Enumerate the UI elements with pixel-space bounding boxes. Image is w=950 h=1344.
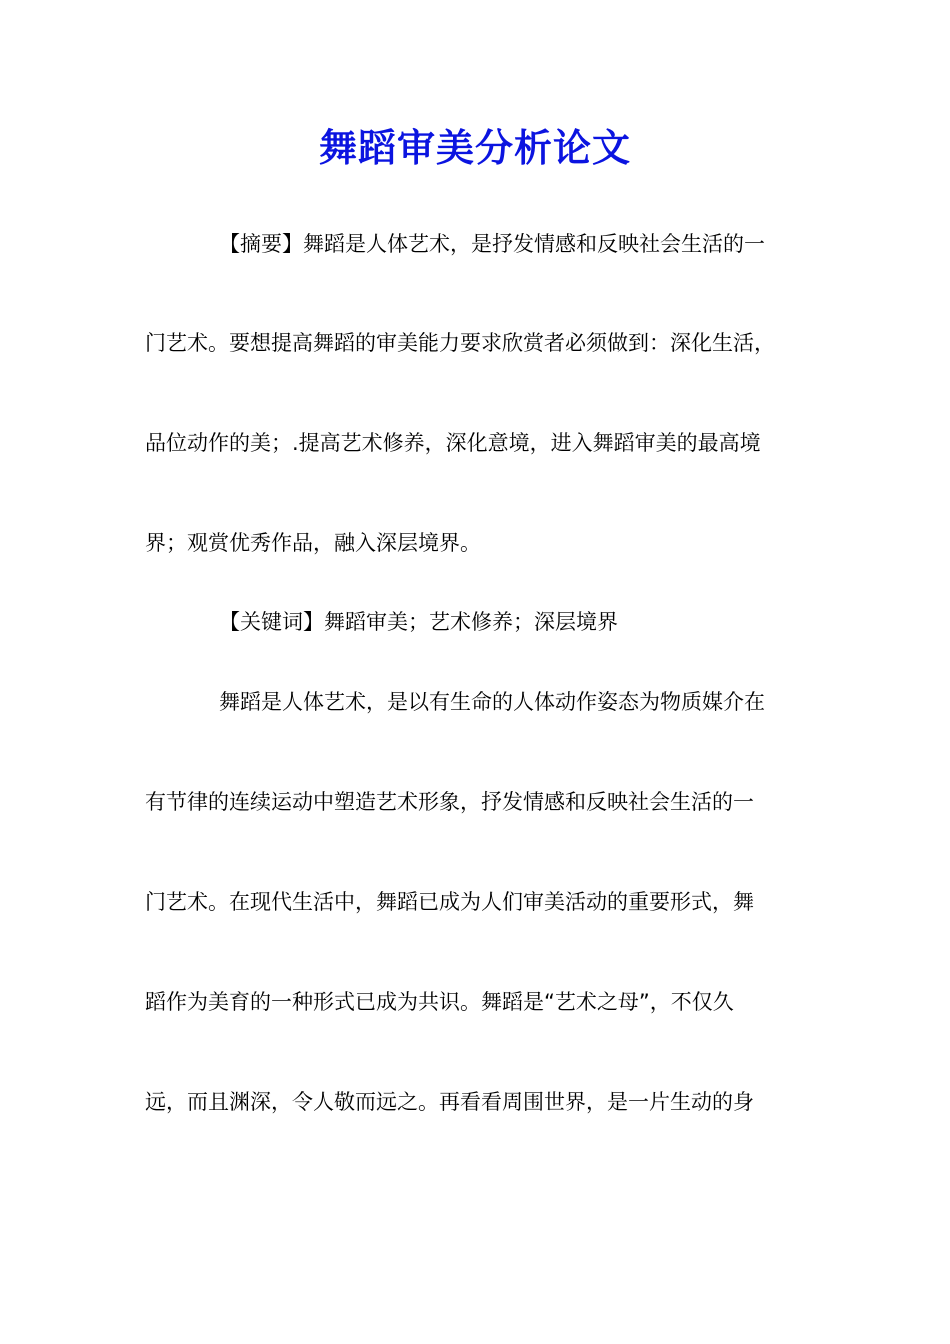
abstract-line: 界；观赏优秀作品，融入深层境界。 xyxy=(145,531,481,555)
document-title: 舞蹈审美分析论文 xyxy=(318,125,631,170)
abstract-line: 品位动作的美；.提高艺术修养，深化意境，进入舞蹈审美的最高境 xyxy=(145,431,761,455)
abstract-line: 【摘要】舞蹈是人体艺术，是抒发情感和反映社会生活的一 xyxy=(219,232,765,256)
body-line: 舞蹈是人体艺术，是以有生命的人体动作姿态为物质媒介在 xyxy=(219,690,765,714)
body-line: 门艺术。在现代生活中，舞蹈已成为人们审美活动的重要形式，舞 xyxy=(145,890,754,914)
abstract-line: 门艺术。要想提高舞蹈的审美能力要求欣赏者必须做到：深化生活， xyxy=(145,331,775,355)
body-line: 蹈作为美育的一种形式已成为共识。舞蹈是“艺术之母”，不仅久 xyxy=(145,990,734,1014)
body-line: 远，而且渊深，令人敬而远之。再看看周围世界，是一片生动的身 xyxy=(145,1090,754,1114)
body-line: 有节律的连续运动中塑造艺术形象，抒发情感和反映社会生活的一 xyxy=(145,790,754,814)
keywords-line: 【关键词】舞蹈审美；艺术修养；深层境界 xyxy=(219,610,618,634)
